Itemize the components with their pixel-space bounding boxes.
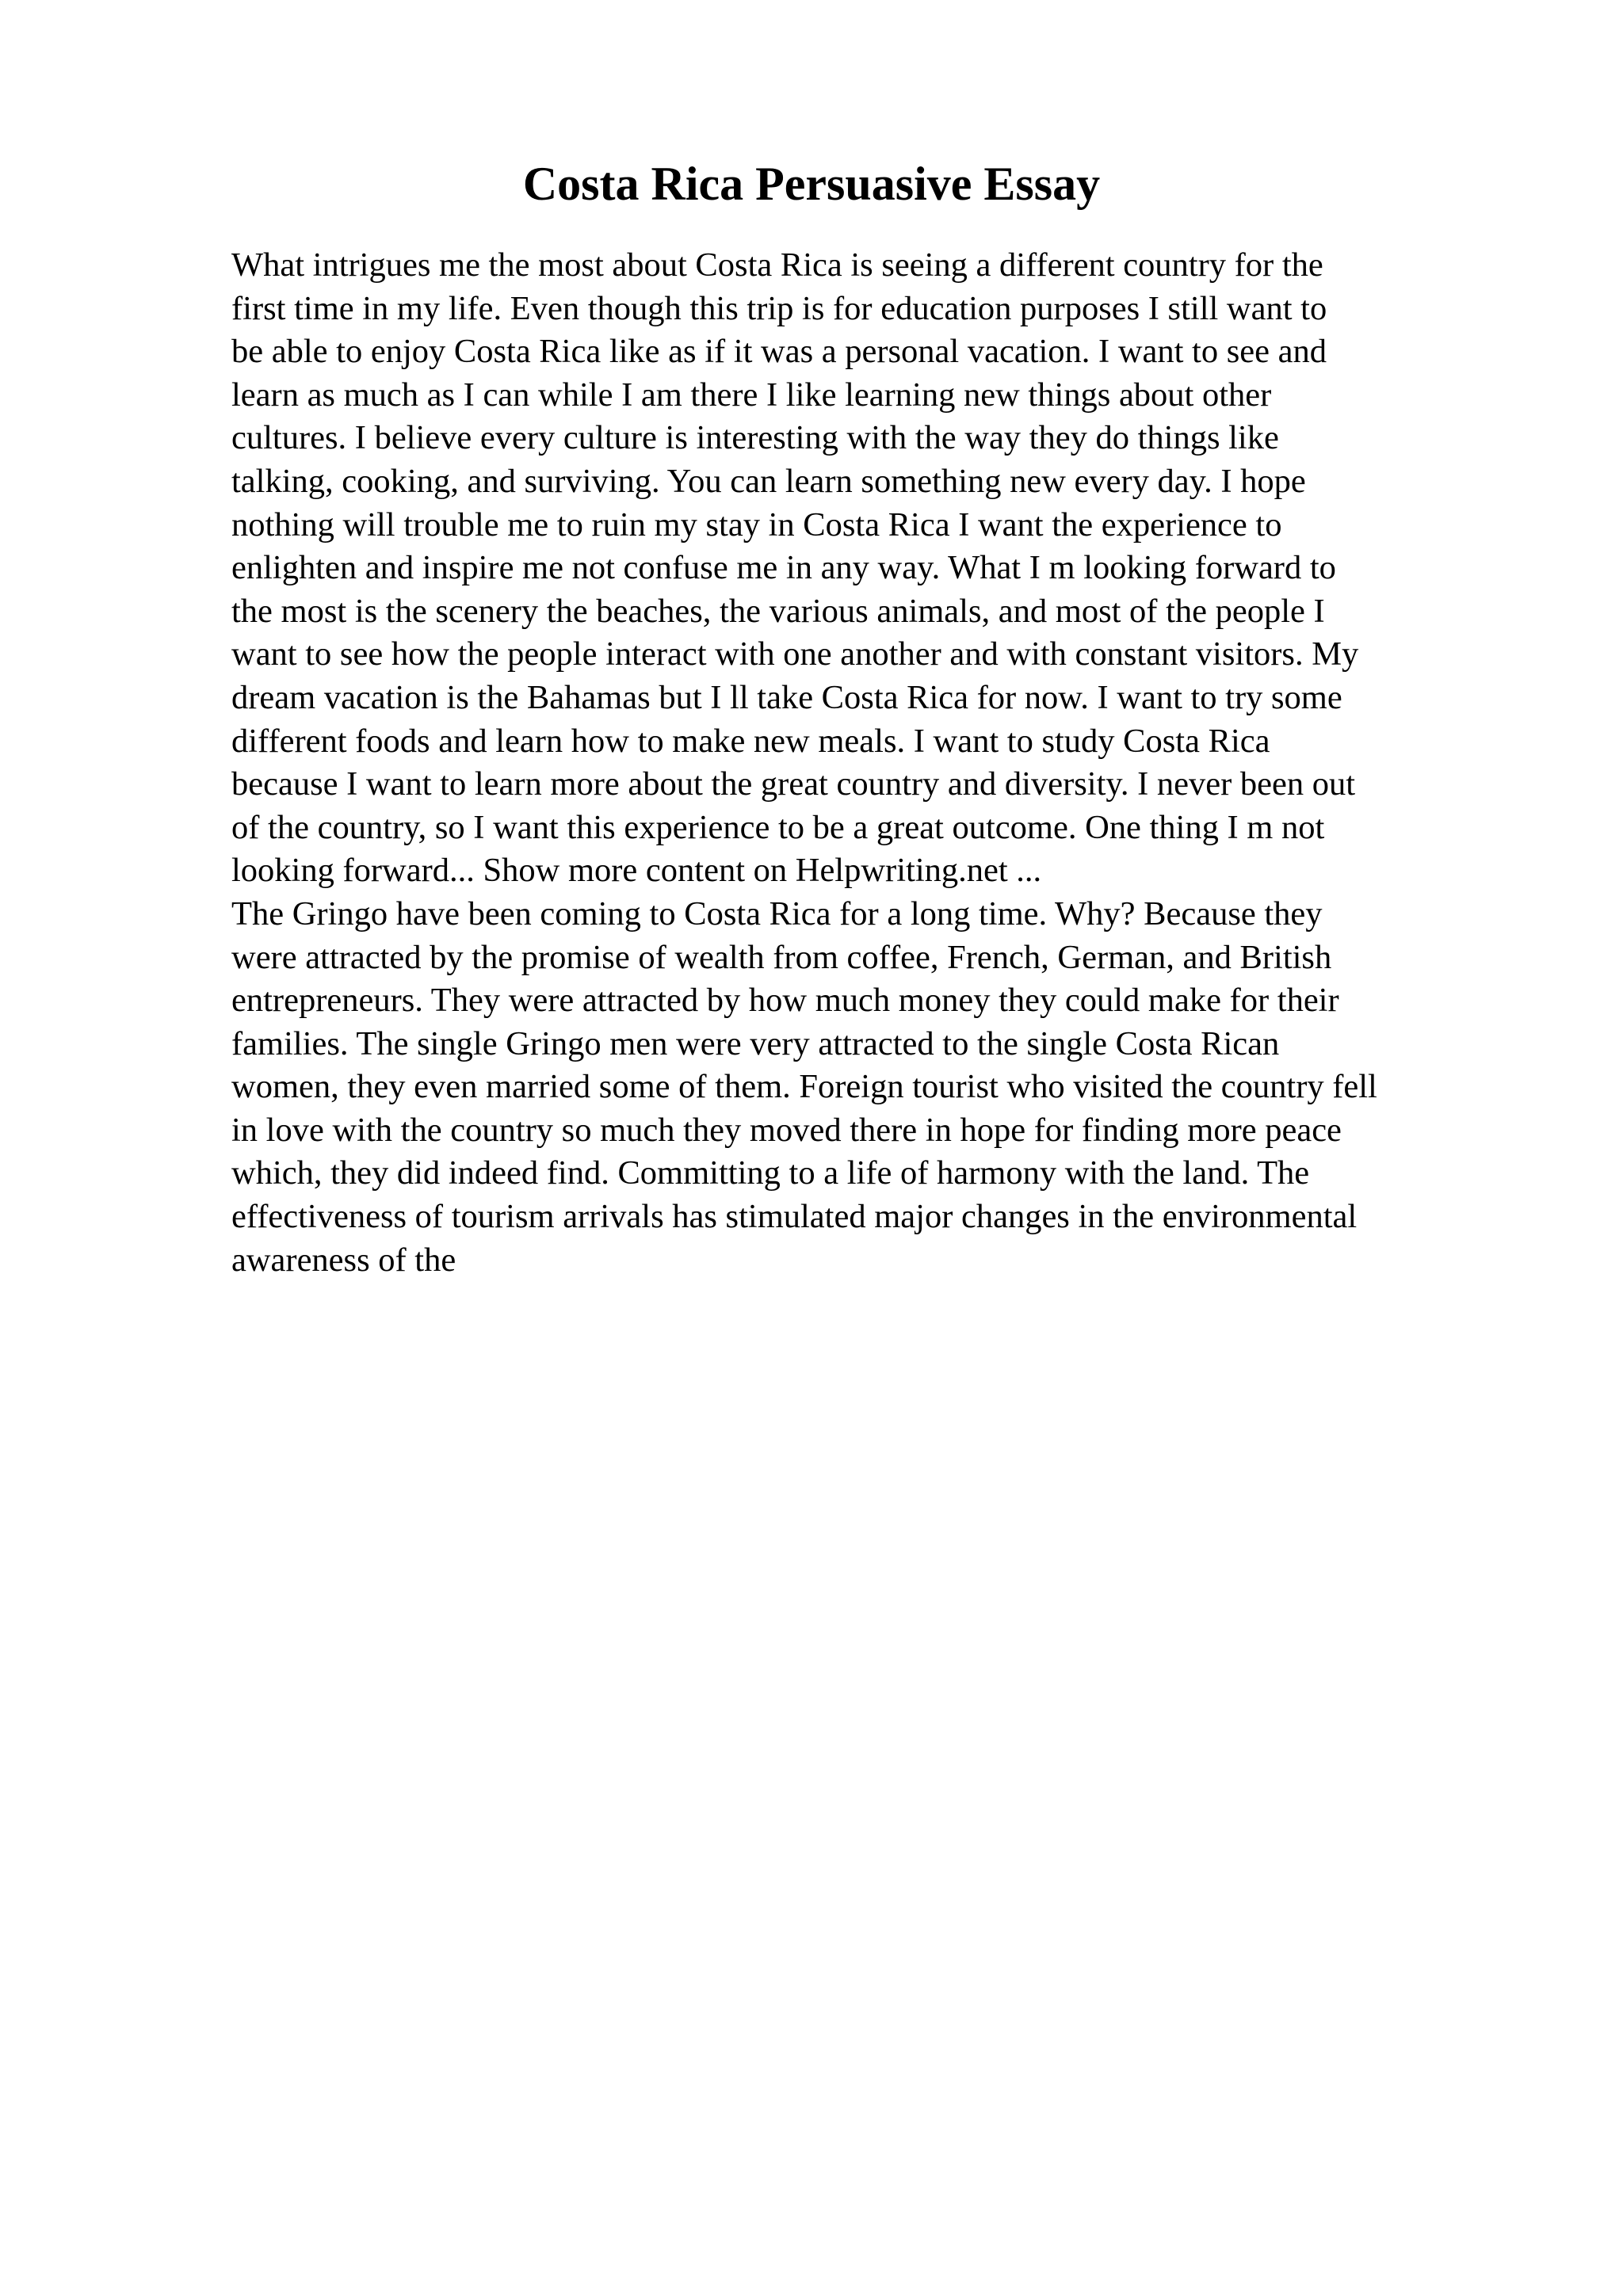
text-line: which, they did indeed find. Committing to a life of harmony with the land. The [231, 1154, 1310, 1192]
text-line: What intrigues me the most about Costa Rica is seeing a different country for the [231, 246, 1323, 284]
text-line: The Gringo have been coming to Costa Rica for a long time. Why? Because they [231, 894, 1323, 933]
text-line: talking, cooking, and surviving. You can learn something new every day. I hope [231, 462, 1306, 500]
text-line: be able to enjoy Costa Rica like as if it was a personal vacation. I want to see and [231, 333, 1327, 371]
text-line: learn as much as I can while I am there I like learning new things about other [231, 376, 1272, 414]
text-line: want to see how the people interact with one another and with constant visitors. My [231, 635, 1359, 673]
text-line: of the country, so I want this experience to be a great outcome. One thing I m not [231, 808, 1325, 846]
text-line: dream vacation is the Bahamas but I ll take Costa Rica for now. I want to try some [231, 678, 1342, 716]
text-line: entrepreneurs. They were attracted by how much money they could make for their [231, 982, 1339, 1020]
essay-body [231, 244, 1499, 1282]
text-line: looking forward... Show more content on Helpwriting.net ... [231, 852, 1042, 890]
text-line: because I want to learn more about the great country and diversity. I never been out [231, 765, 1356, 803]
text-line: in love with the country so much they moved there in hope for finding more peace [231, 1111, 1342, 1149]
text-line: the most is the scenery the beaches, the various animals, and most of the people I [231, 592, 1325, 630]
text-line: were attracted by the promise of wealth from coffee, French, German, and British [231, 938, 1332, 976]
text-line: effectiveness of tourism arrivals has stimulated major changes in the environmental [231, 1198, 1358, 1236]
text-line: first time in my life. Even though this trip is for education purposes I still want to [231, 289, 1327, 327]
text-line: families. The single Gringo men were very attracted to the single Costa Rican [231, 1024, 1280, 1062]
text-line: awareness of the [231, 1241, 456, 1279]
text-line: different foods and learn how to make new meals. I want to study Costa Rica [231, 722, 1270, 760]
text-line: nothing will trouble me to ruin my stay in Costa Rica I want the experience to [231, 505, 1282, 543]
document-title: Costa Rica Persuasive Essay [522, 158, 1101, 210]
text-line: enlighten and inspire me not confuse me in any way. What I m looking forward to [231, 549, 1336, 587]
text-line: women, they even married some of them. Foreign tourist who visited the country fell [231, 1068, 1377, 1106]
text-line: cultures. I believe every culture is interesting with the way they do things like [231, 419, 1279, 457]
